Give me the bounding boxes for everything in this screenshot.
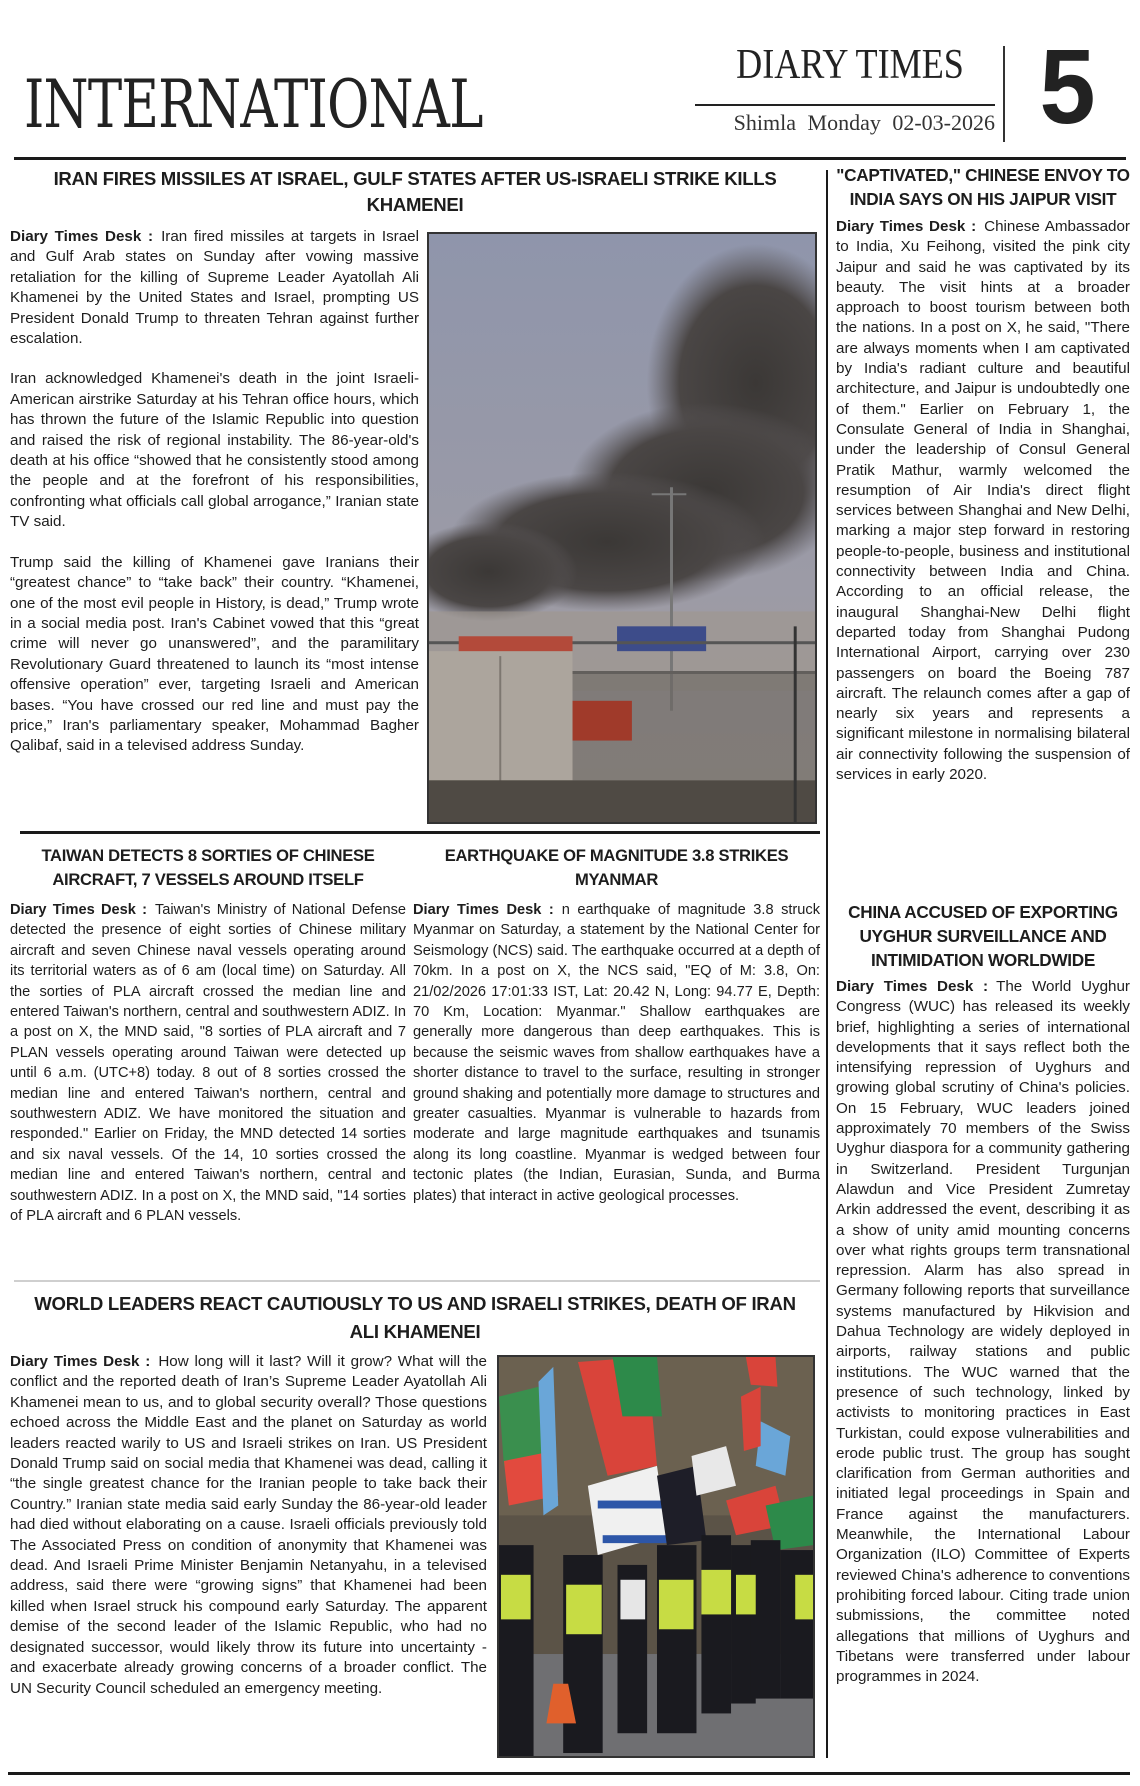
column-divider [826,170,828,1758]
article-body: Diary Times Desk : Taiwan's Ministry of National Defense detected the presence of eight sorties of Chinese military aircraft and seven Chinese naval vessels operating around its territorial waters as of 6 am (local time) on Saturday. All the sorties of PLA aircraft crossed the median line and entered Taiwan's northern, central and southwestern ADIZ. In a post on X, the MND said, "8 sorties of PLA aircraft and 7 PLAN vessels operating around Taiwan were detected up until 6 a.m. (UTC+8) today. 8 out of 8 sorties crossed the median line and entered Taiwan's northern, central and southwestern ADIZ. We have monitored the situation and responded." Earlier on Friday, the MND detected 14 sorties and six naval vessels. Of the 14, 10 sorties crossed the median line and entered Taiwan's northern, central and southwestern ADIZ. In a post on X, the MND said, "14 sorties of PLA aircraft and 6 PLAN vessels. [10,902,406,1225]
headline: IRAN FIRES MISSILES AT ISRAEL, GULF STATES AFTER US-ISRAELI STRIKE KILLS KHAMENEI [53,168,777,215]
paragraph: Diary Times Desk : Iran fired missiles at targets in Israel and Gulf Arab states on Sunday after vowing massive retaliation for the killing of Supreme Leader Ayatollah Ali Khamenei by the United States and Israel, prompting US President Donald Trump to threaten Tehran against further escalation. [10,228,419,348]
masthead-rule [695,104,995,106]
article-body [10,227,419,757]
byline: Diary Times Desk : [836,218,977,235]
header-rule [14,157,1126,160]
article-chinese-envoy [836,163,1130,785]
headline: TAIWAN DETECTS 8 SORTIES OF CHINESE AIRCRAFT, 7 VESSELS AROUND ITSELF [41,846,375,889]
section-rule [14,1280,820,1282]
article-world-leaders [10,1290,820,1346]
smoke-photo [427,232,817,824]
smoke-plume-image [429,234,815,822]
masthead-divider [1003,46,1005,142]
page-number: 5 [1039,28,1096,146]
headline: EARTHQUAKE OF MAGNITUDE 3.8 STRIKES MYANMAR [444,846,789,889]
paragraph: Trump said the killing of Khamenei gave Iranians their “greatest chance” to “take back” their country. “Khamenei, one of the most evil people in History, is dead,” Trump wrote in a social media post. Iran's Cabinet vowed that this “great crime will never go unanswered”, and the paramilitary Revolutionary Guard threatened to launch its “most intense offensive operation” ever, targeting Israeli and American bases. “You have crossed our red line and must pay the price,” Iran's parliamentary speaker, Mohammad Bagher Qalibaf, said in a televised address Sunday. [10,553,419,755]
article-earthquake [413,844,820,1206]
section-rule [20,831,820,834]
byline: Diary Times Desk : [10,228,154,245]
article-uyghur [836,900,1130,1687]
dateline-city: Shimla [733,110,797,135]
headline: CHINA ACCUSED OF EXPORTING UYGHUR SURVEILLANCE AND INTIMIDATION WORLDWIDE [848,902,1118,970]
dateline [700,111,995,135]
paragraph: Diary Times Desk : How long will it last? Will it grow? What will the conflict and the reported death of Iran’s Supreme Leader Ayatollah Ali Khamenei mean to us, and to global security overall? Those questions echoed across the Middle East and the planet on Saturday as world leaders reacted warily to US and Israeli strikes on Iran. US President Donald Trump said on social media that Khamenei was dead, calling it “the single greatest chance for the Iranian people to take back their Country.” Iranian state media said early Sunday the 86-year-old leader had died without elaborating on a cause. Israeli officials previously told The Associated Press on condition of anonymity that Khamenei was dead. And Israeli Prime Minister Benjamin Netanyahu, in a televised address, said there were “growing signs” that Khamenei had been killed when Israel struck his compound early Saturday. The apparent demise of the second leader of the Islamic Republic, who had no designated successor, would likely throw its future into uncertainty - and exacerbate already growing concerns of a broader conflict. The UN Security Council scheduled an emergency meeting. [10,1353,488,1697]
article-taiwan [10,844,406,1227]
article-body: Diary Times Desk : n earthquake of magnitude 3.8 struck Myanmar on Saturday, a statement by the National Center for Seismology (NCS) said. The earthquake occurred at a depth of 70km. In a post on X, the NCS said, "EQ of M: 3.8, On: 21/02/2026 17:01:33 IST, Lat: 20.42 N, Long: 94.77 E, Depth: 70 Km, Location: Myanmar." Shallow earthquakes are generally more dangerous than deep earthquakes. This is because the seismic waves from shallow earthquakes have a shorter distance to travel to the surface, resulting in stronger ground shaking and potentially more damage to structures and greater casualties. Myanmar is vulnerable to hazards from moderate and large magnitude earthquakes and tsunamis along its long coastline. Myanmar is wedged between four tectonic plates (the Indian, Eurasian, Sunda, and Burma plates) that interact in active geological processes. [413,902,820,1204]
headline: WORLD LEADERS REACT CAUTIOUSLY TO US AND ISRAELI STRIKES, DEATH OF IRAN ALI KHAMENEI [34,1293,796,1342]
byline: Diary Times Desk : [413,902,554,918]
headline: "CAPTIVATED," CHINESE ENVOY TO INDIA SAYS ON HIS JAIPUR VISIT [836,165,1130,209]
dateline-day: Monday [807,110,881,135]
dateline-date: 02-03-2026 [892,110,995,135]
paragraph: Iran acknowledged Khamenei's death in the joint Israeli-American airstrike Saturday at his Tehran office hours, which has thrown the future of the Islamic Republic into question and raised the risk of regional instability. The 86-year-old's death at his office “showed that he consistently stood among the people and at the forefront of his responsibilities, confronting what officials call global arrogance,” Iranian state TV said. [10,370,419,531]
section-title: INTERNATIONAL [24,66,483,143]
article-body: Diary Times Desk : The World Uyghur Congress (WUC) has released its weekly brief, highlighting a series of international developments that it says reflect both the intensifying repression of Uyghurs and growing global scrutiny of China's policies. On 15 February, WUC leaders joined approximately 70 members of the Swiss Uyghur diaspora for a community gathering in Switzerland. President Turgunjan Alawdun and Vice President Zumretay Arkin addressed the event, describing it as a show of unity amid mounting concerns over what rights groups term transnational repression. Alarm has also spread in Germany following reports that surveillance systems manufactured by Hikvision and Dahua Technology are widely deployed in airports, railway stations and public institutions. The WUC warned that the presence of such technology, linked by activists to monitoring practices in East Turkistan, could expose vulnerabilities and erode public trust. The group has sought clarification from German authorities and initiated legal proceedings in Spain and France against the manufacturers. Meanwhile, the International Labour Organization (ILO) Committee of Experts reviewed China's adherence to conventions prohibiting forced labour. Citing trade union submissions, the committee noted allegations that millions of Uyghurs and Tibetans were transferred under labour programmes in 2024. [836,978,1130,1686]
byline: Diary Times Desk : [836,978,989,995]
article-iran-missiles [10,166,820,217]
byline: Diary Times Desk : [10,1353,151,1370]
protest-flags-image [499,1357,813,1756]
newspaper-name: DIARY TIMES [736,42,964,88]
bottom-rule [8,1772,1130,1775]
byline: Diary Times Desk : [10,902,148,918]
article-body [10,1352,487,1699]
protest-photo [497,1355,815,1758]
article-body: Diary Times Desk : Chinese Ambassador to India, Xu Feihong, visited the pink city Jaipur and said he was captivated by its beauty. The visit hints at a broader approach to boost tourism between both the nations. In a post on X, he said, "There are always moments when I am captivated by India's radiant culture and beautiful architecture, and Jaipur is undoubtedly one of them." Earlier on February 1, the Consulate General of India in Shanghai, under the leadership of Consul General Pratik Mathur, warmly welcomed the resumption of Air India's direct flight services between Shanghai and New Delhi, marking a major step forward in restoring people-to-people, business and institutional connectivity between India and China. According to an official release, the inaugural Shanghai-New Delhi flight departed today from Shanghai Pudong International Airport, carrying over 230 passengers on board the Boeing 787 aircraft. The relaunch comes after a gap of nearly six years and represents a significant milestone in normalising bilateral air connectivity following the suspension of services in early 2020. [836,218,1130,784]
